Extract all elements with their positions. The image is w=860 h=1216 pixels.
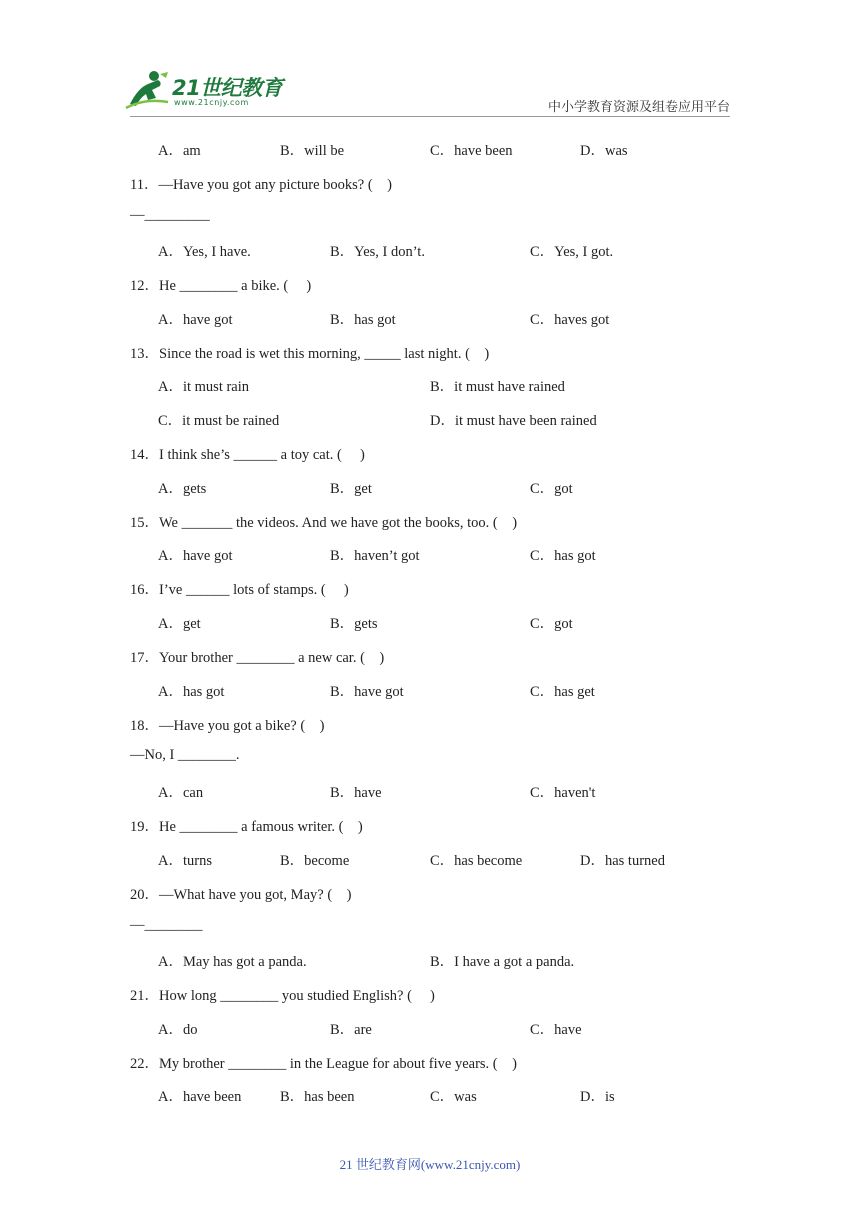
option-a: A．have been (158, 1089, 242, 1105)
option-a: A．has got (158, 684, 225, 700)
question-stem: 22．My brother ________ in the League for about five years. ( ) (130, 1056, 517, 1072)
logo-text: 21世纪教育 (172, 76, 283, 100)
q10-option-d: D．was (580, 143, 628, 159)
option-a: A．turns (158, 853, 212, 869)
option-c: C．has got (530, 548, 596, 564)
question-stem: 14．I think she’s ______ a toy cat. ( ) (130, 447, 365, 463)
answer-line: —No, I ________. (130, 747, 240, 763)
question-stem: 16．I’ve ______ lots of stamps. ( ) (130, 582, 349, 598)
question-stem: 18．—Have you got a bike? ( ) (130, 718, 325, 734)
option-a: A．have got (158, 312, 233, 328)
question-stem: 11．—Have you got any picture books? ( ) (130, 177, 393, 193)
option-b: B．have (330, 785, 382, 801)
option-a: A．get (158, 616, 201, 632)
option-a: A．Yes, I have. (158, 244, 251, 260)
option-b: B．gets (330, 616, 378, 632)
option-b: B．haven’t got (330, 548, 420, 564)
option-b: B．has been (280, 1089, 355, 1105)
option-c: C．got (530, 481, 573, 497)
q10-option-c: C．have been (430, 143, 513, 159)
option-b: B．Yes, I don’t. (330, 244, 425, 260)
option-a: A．can (158, 785, 204, 801)
question-stem: 13．Since the road is wet this morning, _____ last night. ( ) (130, 346, 490, 362)
option-b: B．has got (330, 312, 396, 328)
header-tagline: 中小学教育资源及组卷应用平台 (548, 100, 731, 115)
option-a: A．May has got a panda. (158, 954, 307, 970)
option-c: C．it must be rained (158, 413, 280, 429)
question-stem: 12．He ________ a bike. ( ) (130, 278, 312, 294)
option-b: B．I have a got a panda. (430, 954, 575, 970)
question-stem: 17．Your brother ________ a new car. ( ) (130, 650, 385, 666)
option-a: A．do (158, 1022, 198, 1038)
option-c: C．has get (530, 684, 595, 700)
question-stem: 20．—What have you got, May? ( ) (130, 887, 352, 903)
option-c: C．haves got (530, 312, 610, 328)
option-b: B．get (330, 481, 372, 497)
answer-line: —________ (130, 917, 203, 933)
option-d: D．is (580, 1089, 615, 1105)
option-c: C．Yes, I got. (530, 244, 614, 260)
question-stem: 15．We _______ the videos. And we have got the books, too. ( ) (130, 515, 518, 531)
option-a: A．have got (158, 548, 233, 564)
q10-option-a: A．am (158, 143, 201, 159)
option-b: B．become (280, 853, 350, 869)
q10-option-b: B．will be (280, 143, 345, 159)
option-c: C．has become (430, 853, 523, 869)
option-d: D．it must have been rained (430, 413, 597, 429)
option-c: C．got (530, 616, 573, 632)
option-b: B．it must have rained (430, 379, 565, 395)
option-d: D．has turned (580, 853, 665, 869)
header-divider (130, 116, 730, 117)
option-b: B．are (330, 1022, 372, 1038)
option-a: A．gets (158, 481, 207, 497)
logo-url: www.21cnjy.com (174, 98, 249, 107)
answer-line: —_________ (130, 207, 210, 223)
option-c: C．haven't (530, 785, 596, 801)
footer-link[interactable]: 21 世纪教育网(www.21cnjy.com) (339, 1157, 521, 1172)
question-stem: 19．He ________ a famous writer. ( ) (130, 819, 363, 835)
question-stem: 21．How long ________ you studied English? ( ) (130, 988, 435, 1004)
site-logo (124, 68, 294, 114)
option-c: C．have (530, 1022, 582, 1038)
option-c: C．was (430, 1089, 477, 1105)
option-a: A．it must rain (158, 379, 250, 395)
runner-logo-icon (124, 68, 170, 114)
option-b: B．have got (330, 684, 404, 700)
